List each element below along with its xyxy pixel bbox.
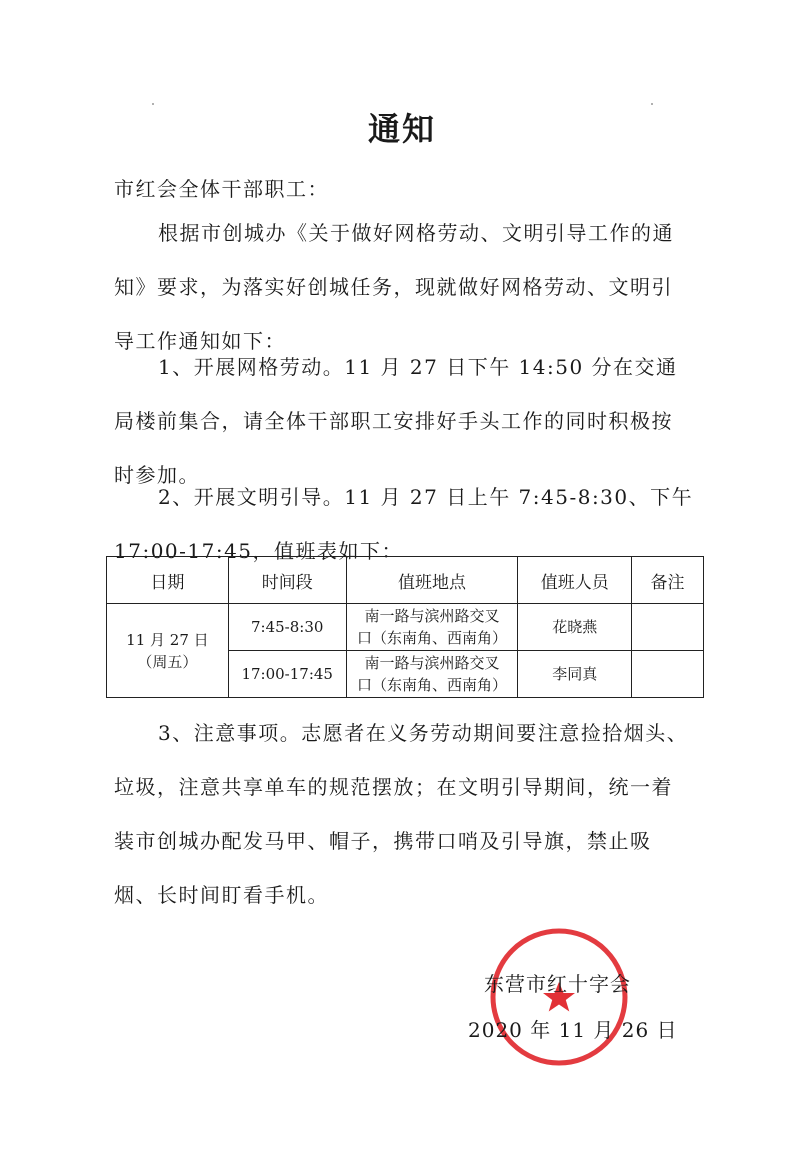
place-cell — [346, 651, 518, 698]
time-cell: 7:45-8:30 — [228, 604, 346, 651]
header-place: 值班地点 — [346, 557, 518, 604]
person-cell: 李同真 — [518, 651, 632, 698]
item-1-paragraph: 1、开展网格劳动。11 月 27 日下午 14:50 分在交通局楼前集合，请全体干部职工安排好手头工作的同时积极按时参加。 — [114, 355, 678, 487]
item-2-paragraph: 2、开展文明引导。11 月 27 日上午 7:45-8:30、下午17:00-17:45，值班表如下： — [114, 485, 694, 563]
intro-paragraph: 根据市创城办《关于做好网格劳动、文明引导工作的通知》要求，为落实好创城任务，现就做好网格劳动、文明引导工作通知如下： — [114, 221, 674, 353]
duty-table — [106, 556, 704, 698]
date-cell — [107, 604, 229, 698]
header-time: 时间段 — [228, 557, 346, 604]
place-line: 南一路与滨州路交叉 — [364, 654, 500, 672]
note-cell — [632, 651, 704, 698]
date-line: 11 月 27 日 — [126, 630, 209, 649]
table-row — [107, 604, 704, 651]
place-line: 口（东南角、西南角） — [356, 676, 507, 694]
header-person: 值班人员 — [518, 557, 632, 604]
notice-title: 通知 — [367, 110, 436, 148]
header-note: 备注 — [632, 557, 704, 604]
note-cell — [632, 604, 704, 651]
place-line: 南一路与滨州路交叉 — [364, 607, 500, 625]
signing-date: 2020 年 11 月 26 日 — [468, 1018, 678, 1042]
header-date: 日期 — [107, 557, 229, 604]
place-cell — [346, 604, 518, 651]
greeting-line: 市红会全体干部职工： — [114, 177, 329, 201]
weekday-line: （周五） — [137, 652, 198, 671]
item-3-paragraph: 3、注意事项。志愿者在义务劳动期间要注意捡拾烟头、垃圾，注意共享单车的规范摆放；在文明引导期间，统一着装市创城办配发马甲、帽子，携带口哨及引导旗，禁止吸烟、长时间盯看手机。 — [114, 721, 689, 907]
table-header-row — [107, 557, 704, 604]
person-cell: 花晓燕 — [518, 604, 632, 651]
place-line: 口（东南角、西南角） — [356, 629, 507, 647]
signing-organization: 东营市红十字会 — [484, 972, 631, 996]
time-cell: 17:00-17:45 — [228, 651, 346, 698]
official-seal — [486, 924, 632, 1070]
